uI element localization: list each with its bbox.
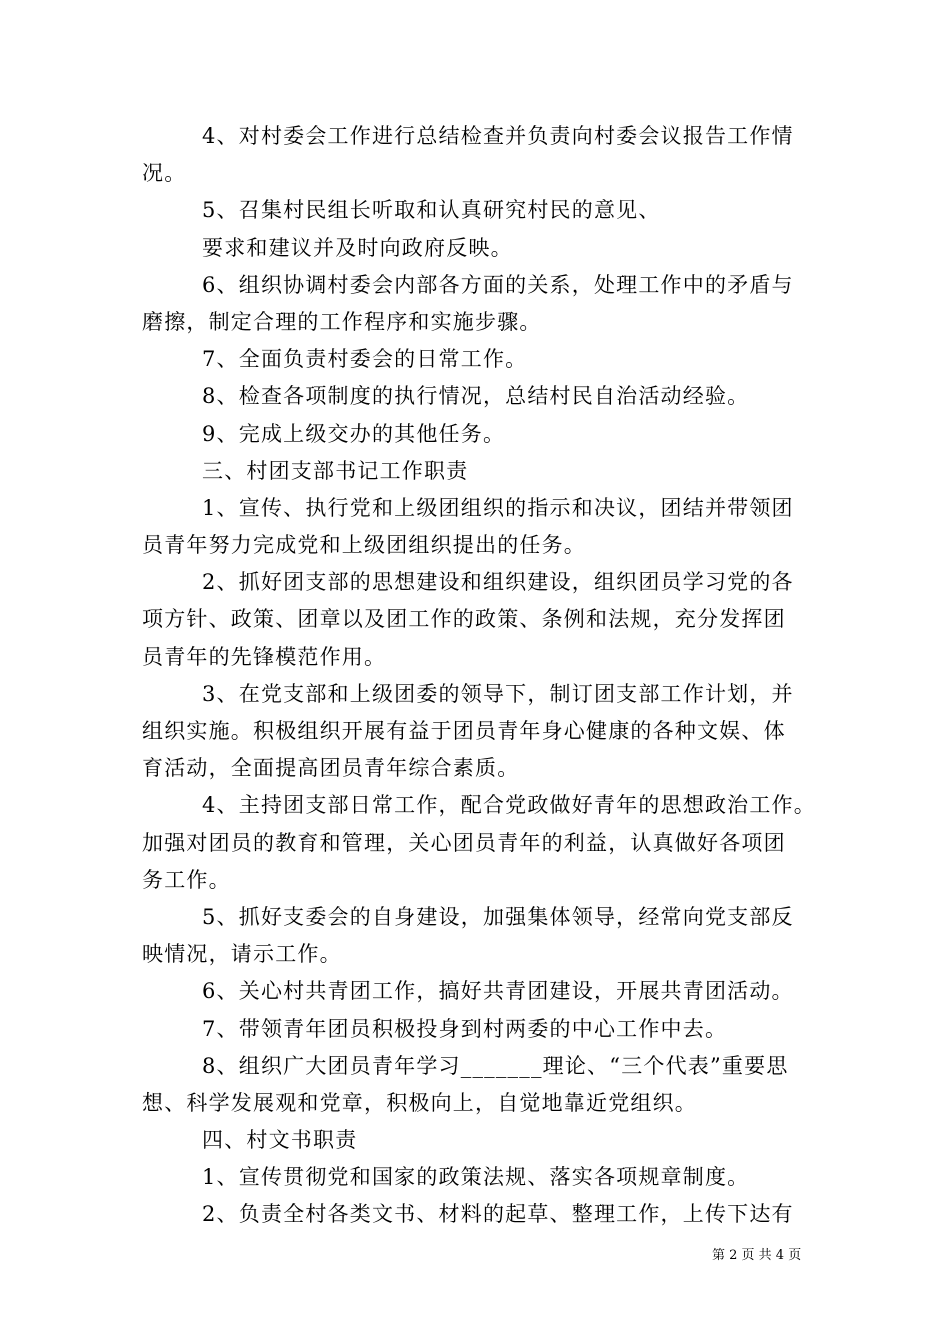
paragraph-line: 5、抓好支委会的自身建设，加强集体领导，经常向党支部反 [202, 904, 794, 929]
paragraph-line: 1、宣传贯彻党和国家的政策法规、落实各项规章制度。 [202, 1165, 750, 1190]
paragraph-line: 磨擦，制定合理的工作程序和实施步骤。 [142, 309, 542, 334]
paragraph-line: 组织实施。积极组织开展有益于团员青年身心健康的各种文娱、体 [142, 719, 786, 743]
paragraph-line: 2、抓好团支部的思想建设和组织建设，组织团员学习党的各 [202, 570, 794, 595]
paragraph-line: 5、召集村民组长听取和认真研究村民的意见、 [202, 198, 661, 223]
paragraph-line: 员青年努力完成党和上级团组织提出的任务。 [142, 533, 586, 558]
paragraph-line: 育活动，全面提高团员青年综合素质。 [142, 756, 520, 781]
paragraph-line: 员青年的先锋模范作用。 [142, 644, 387, 669]
paragraph-line: 6、组织协调村委会内部各方面的关系，处理工作中的矛盾与 [202, 272, 794, 297]
paragraph-line: 4、对村委会工作进行总结检查并负责向村委会议报告工作情 [202, 124, 794, 148]
paragraph-line: 2、负责全村各类文书、材料的起草、整理工作，上传下达有 [202, 1202, 794, 1227]
paragraph-line: 务工作。 [142, 867, 231, 892]
paragraph-line: 8、组织广大团员青年学习_______理论、“三个代表”重要思 [202, 1053, 789, 1078]
paragraph-line: 映情况，请示工作。 [142, 942, 342, 967]
paragraph-line: 4、主持团支部日常工作，配合党政做好青年的思想政治工作。 [202, 793, 816, 818]
section-heading: 三、村团支部书记工作职责 [202, 458, 469, 483]
paragraph-line: 要求和建议并及时向政府反映。 [202, 235, 513, 260]
paragraph-line: 6、关心村共青团工作，搞好共青团建设，开展共青团活动。 [202, 979, 794, 1004]
paragraph-line: 加强对团员的教育和管理，关心团员青年的利益，认真做好各项团 [142, 830, 786, 855]
page-number: 第 2 页 共 4 页 [712, 1248, 802, 1263]
body-text [142, 118, 816, 1234]
paragraph-line: 7、带领青年团员积极投身到村两委的中心工作中去。 [202, 1016, 728, 1041]
paragraph-line: 想、科学发展观和党章，积极向上，自觉地靠近党组织。 [142, 1090, 697, 1115]
paragraph-line: 3、在党支部和上级团委的领导下，制订团支部工作计划，并 [202, 681, 794, 706]
paragraph-line: 1、宣传、执行党和上级团组织的指示和决议，团结并带领团 [202, 495, 794, 520]
paragraph-line: 8、检查各项制度的执行情况，总结村民自治活动经验。 [202, 384, 750, 409]
section-heading: 四、村文书职责 [202, 1128, 358, 1153]
paragraph-line: 项方针、政策、团章以及团工作的政策、条例和法规，充分发挥团 [142, 607, 786, 632]
paragraph-line: 9、完成上级交办的其他任务。 [202, 421, 506, 446]
paragraph-line: 况。 [142, 161, 187, 186]
paragraph-line: 7、全面负责村委会的日常工作。 [202, 347, 528, 372]
